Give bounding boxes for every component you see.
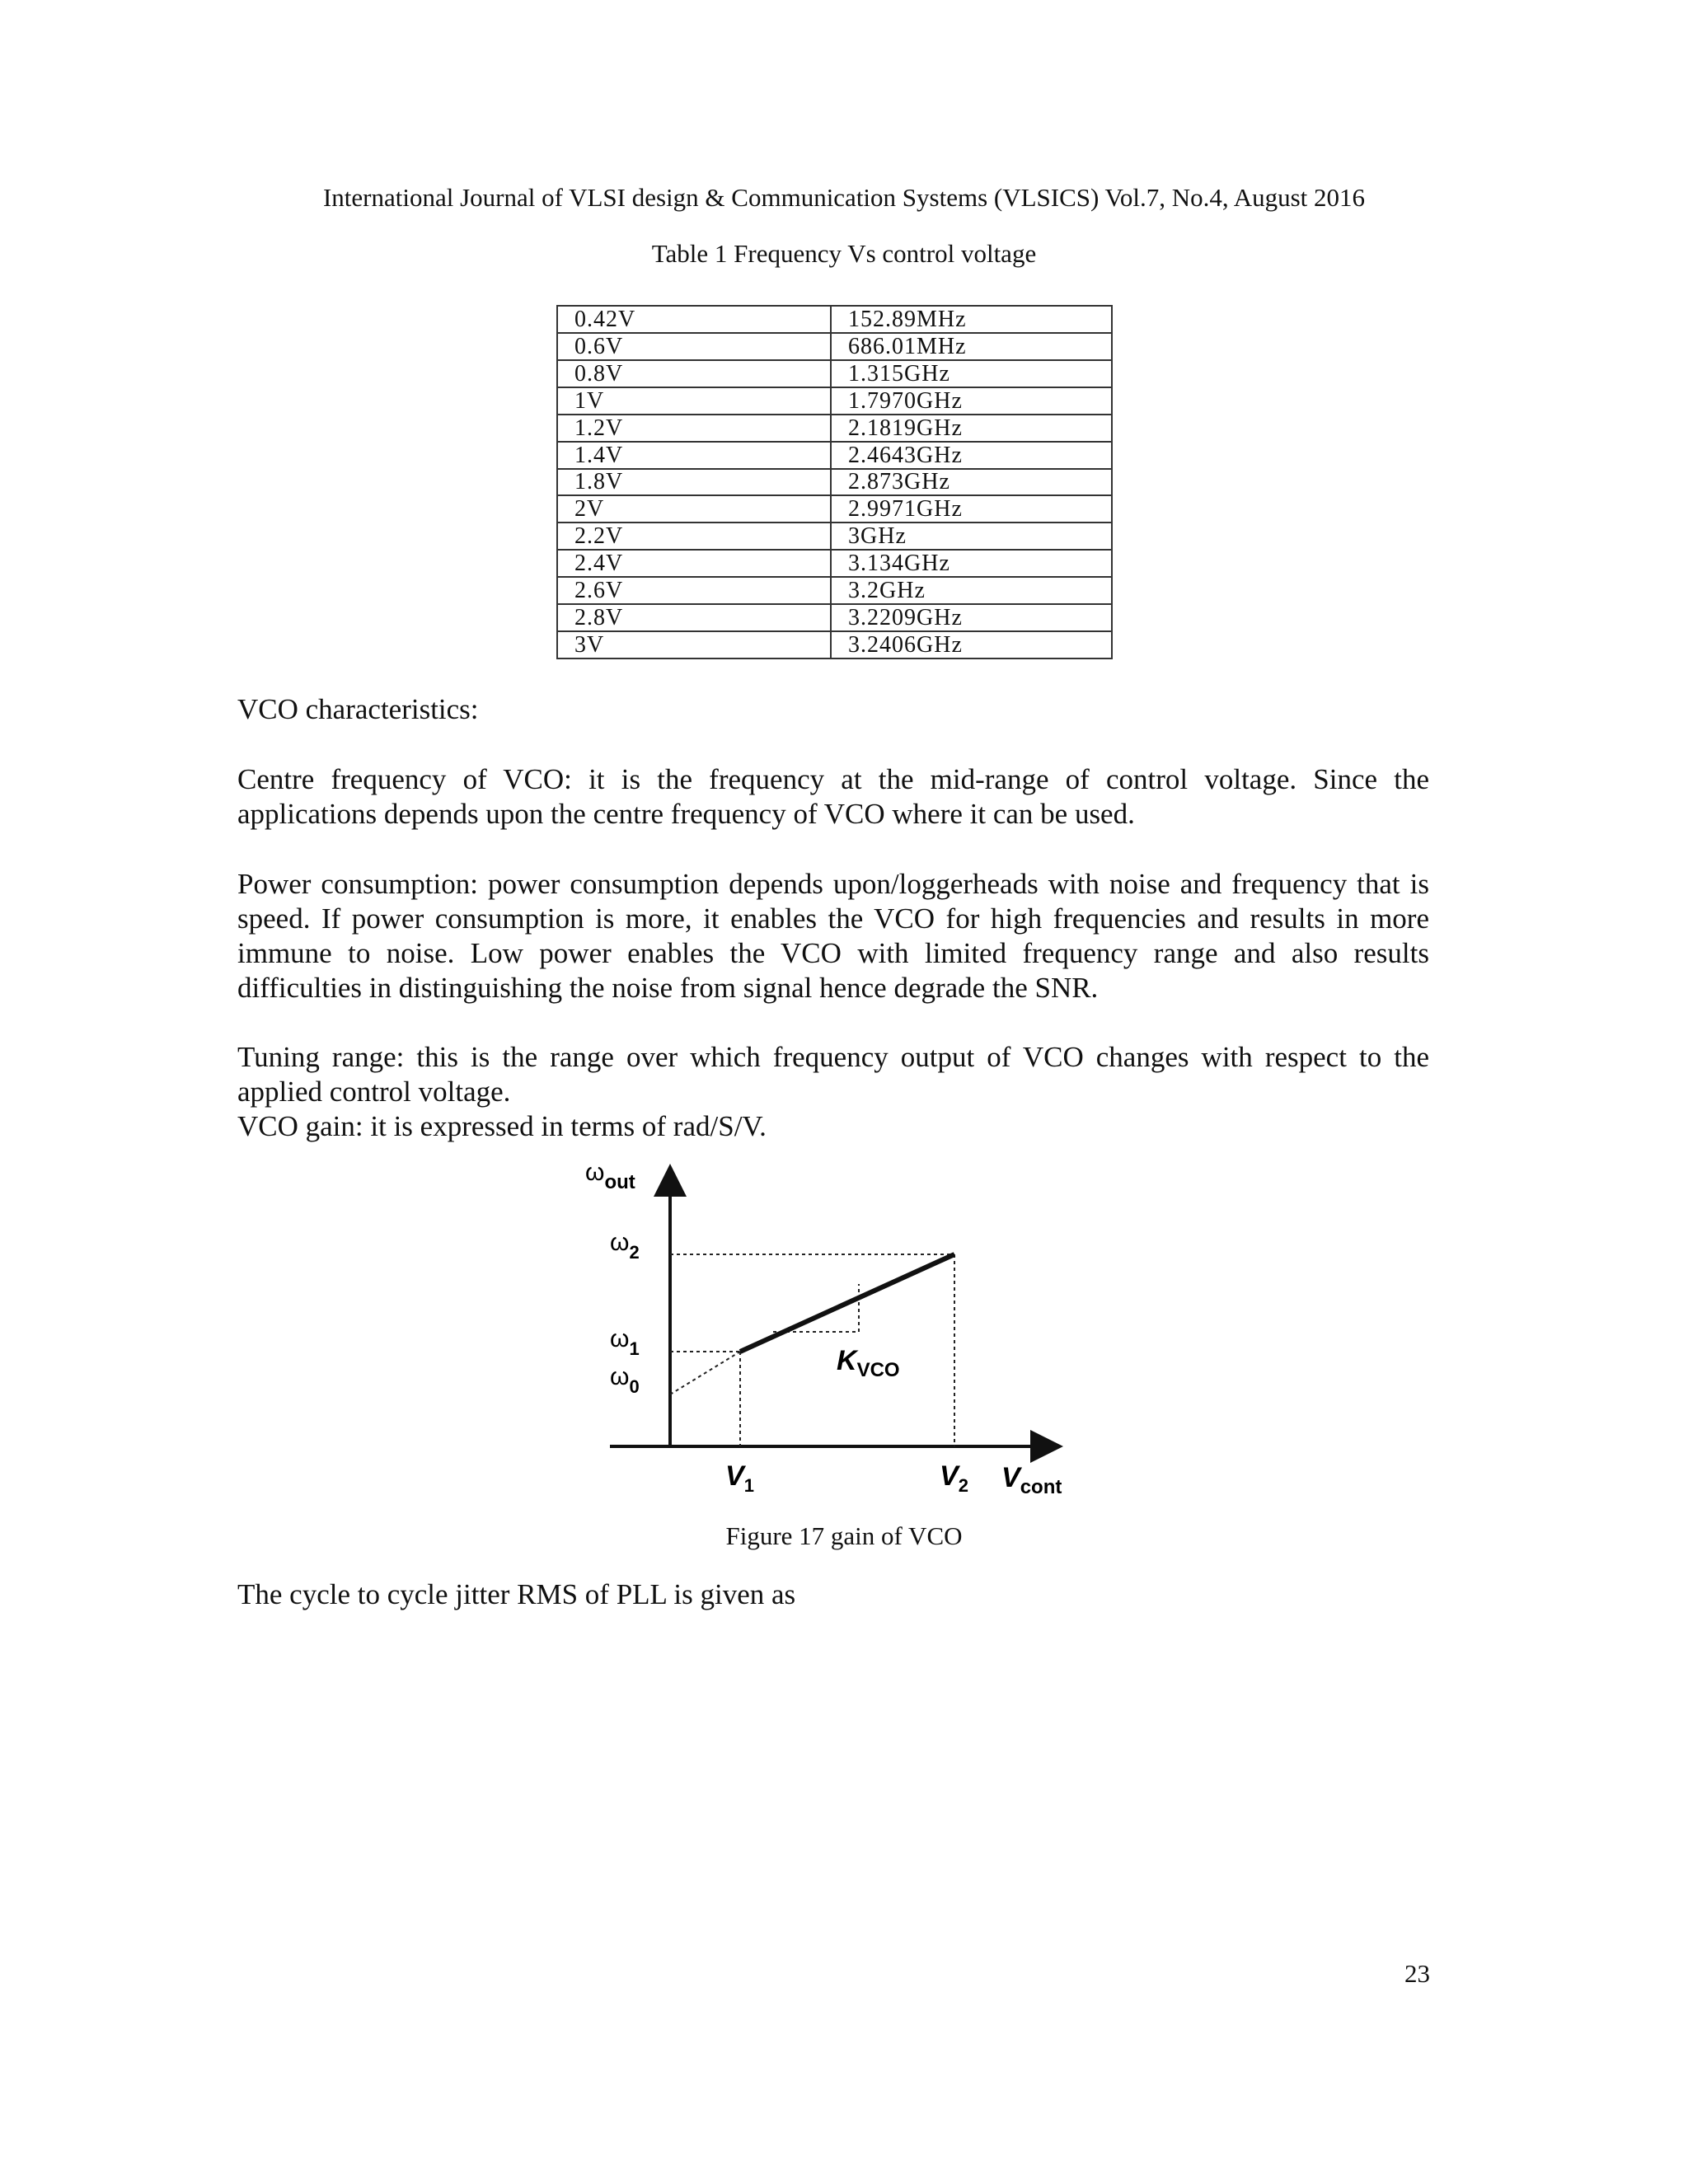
table-row (557, 306, 1112, 333)
table-row (557, 631, 1112, 658)
voltage-cell: 0.6V (557, 333, 831, 360)
v2-label: $V_2$ (940, 1460, 968, 1496)
voltage-cell: 1.4V (557, 442, 831, 469)
table-row (557, 415, 1112, 442)
frequency-cell: 2.1819GHz (831, 415, 1112, 442)
omega2-label: $\omega_2$ (610, 1229, 640, 1263)
frequency-cell: 152.89MHz (831, 306, 1112, 333)
frequency-cell: 3.134GHz (831, 550, 1112, 577)
frequency-cell: 3.2406GHz (831, 631, 1112, 658)
frequency-cell: 2.9971GHz (831, 495, 1112, 523)
extrapolation-line (670, 1352, 740, 1394)
table-row (557, 495, 1112, 523)
frequency-cell: 3.2209GHz (831, 604, 1112, 631)
vco-characteristic-line (740, 1254, 954, 1352)
table-row (557, 469, 1112, 496)
table-row (557, 333, 1112, 360)
figure-caption: Figure 17 gain of VCO (725, 1521, 963, 1550)
table-row (557, 360, 1112, 387)
journal-header: International Journal of VLSI design & Communication Systems (VLSICS) Vol.7, No.4, August 2016 (322, 183, 1366, 212)
paragraph-text: Power consumption: power consumption depends upon/loggerheads with noise and frequency that is speed. If power consumption is more, it enables the VCO for high frequencies and results in more immune to noise. Low power enables the VCO with limited frequency range and also results difficulties in distinguishing the noise from signal hence degrade the SNR. (237, 868, 1429, 1004)
paragraph-tuning-range (237, 1040, 1429, 1144)
table-row (557, 604, 1112, 631)
page-number: 23 (1404, 1959, 1430, 1988)
table-row (557, 442, 1112, 469)
paragraph-power-consumption (237, 867, 1429, 1005)
table-row (557, 577, 1112, 604)
kvco-label: $K_{VCO}$ (837, 1345, 900, 1381)
vcont-label: $V_{cont}$ (1001, 1462, 1062, 1498)
voltage-cell: 2V (557, 495, 831, 523)
paragraph-centre-frequency (237, 762, 1429, 832)
voltage-cell: 1.2V (557, 415, 831, 442)
frequency-voltage-table (556, 305, 1113, 659)
omega-out-label: $\omega_{out}$ (585, 1164, 635, 1193)
paragraph-text: Centre frequency of VCO: it is the frequency at the mid-range of control voltage. Since the applications depends upon the centre frequency of VCO where it can be used. (237, 763, 1429, 830)
frequency-cell: 3.2GHz (831, 577, 1112, 604)
table-row (557, 387, 1112, 415)
table-caption: Table 1 Frequency Vs control voltage (651, 239, 1037, 268)
frequency-cell: 686.01MHz (831, 333, 1112, 360)
vco-gain-figure (569, 1164, 1104, 1510)
table-row (557, 550, 1112, 577)
frequency-cell: 1.315GHz (831, 360, 1112, 387)
voltage-cell: 2.6V (557, 577, 831, 604)
paragraph-text: VCO gain: it is expressed in terms of rad/S/V. (237, 1110, 767, 1142)
voltage-cell: 1.8V (557, 469, 831, 496)
voltage-cell: 2.8V (557, 604, 831, 631)
vco-gain-diagram (569, 1164, 1104, 1510)
frequency-table (556, 305, 1113, 659)
frequency-cell: 2.873GHz (831, 469, 1112, 496)
paragraph-text: Tuning range: this is the range over which frequency output of VCO changes with respect to the applied control voltage. (237, 1041, 1429, 1108)
frequency-cell: 1.7970GHz (831, 387, 1112, 415)
paragraph-text: The cycle to cycle jitter RMS of PLL is given as (237, 1578, 796, 1610)
frequency-cell: 3GHz (831, 523, 1112, 550)
voltage-cell: 2.4V (557, 550, 831, 577)
paragraph-jitter (237, 1577, 1429, 1612)
omega1-label: $\omega_1$ (610, 1325, 640, 1359)
v1-label: $V_1$ (725, 1460, 754, 1496)
section-heading: VCO characteristics: (237, 693, 479, 725)
voltage-cell: 2.2V (557, 523, 831, 550)
voltage-cell: 0.8V (557, 360, 831, 387)
voltage-cell: 1V (557, 387, 831, 415)
table-row (557, 523, 1112, 550)
frequency-cell: 2.4643GHz (831, 442, 1112, 469)
voltage-cell: 3V (557, 631, 831, 658)
voltage-cell: 0.42V (557, 306, 831, 333)
omega0-label: $\omega_0$ (610, 1363, 640, 1397)
